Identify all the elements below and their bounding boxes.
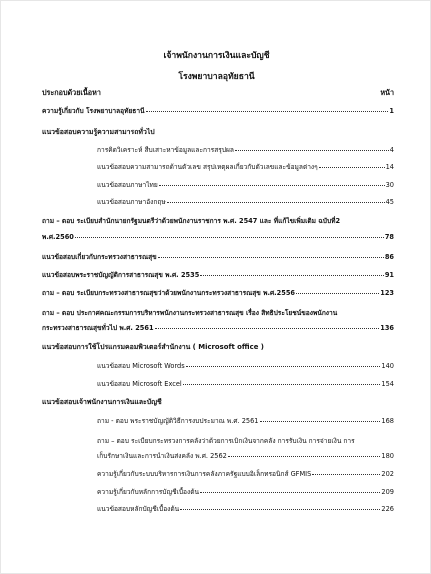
toc-entry[interactable] (97, 362, 394, 370)
toc-header-contents: ประกอบด้วยเนื้อหา (42, 88, 101, 97)
toc-entry[interactable] (42, 107, 394, 115)
toc-leader (146, 111, 389, 112)
toc-entry-text: แนวข้อสอบ Microsoft Words (97, 362, 185, 370)
toc-entry[interactable] (97, 488, 394, 496)
toc-entry-text: แนวข้อสอบความสามารถด้านตัวเลข สรุปเหตุผลเกี่ยวกับตัวเลขและข้อมูลต่างๆ (97, 163, 318, 171)
toc-entry-text: กระทรวงสาธารณสุขทั่วไป พ.ศ. 2561 (42, 324, 154, 332)
toc-entry-page: 168 (381, 417, 394, 425)
toc-leader (167, 202, 385, 203)
toc-entry-page: 30 (385, 181, 394, 189)
toc-entry-text: แนวข้อสอบหลักบัญชีเบื้องต้น (97, 505, 180, 513)
toc-leader (228, 456, 381, 457)
toc-leader (75, 237, 384, 238)
toc-section-heading: แนวข้อสอบการใช้โปรแกรมคอมพิวเตอร์สำนักงาน ( Microsoft office ) (42, 343, 264, 351)
toc-entry-page: 91 (384, 271, 394, 279)
toc-entry-page: 14 (385, 163, 394, 171)
toc-entry[interactable] (97, 163, 394, 171)
toc-leader (159, 185, 385, 186)
toc-entry-text: แนวข้อสอบภาษาไทย (97, 181, 158, 189)
toc-entry-page: 86 (384, 253, 394, 261)
toc-leader (183, 384, 381, 385)
toc-entry-page: 180 (381, 452, 394, 460)
toc-entry-page: 1 (389, 107, 394, 115)
toc-entry-text: ถาม – ตอบ ระเบียบกระทรวงสาธารณสุขว่าด้วยพนักงานกระทรวงสาธารณสุข พ.ศ.2556 (42, 289, 296, 297)
toc-leader (260, 421, 381, 422)
toc-entry-text: เก็บรักษาเงินและการนำเงินส่งคลัง พ.ศ. 2562 (97, 452, 227, 460)
toc-leader (158, 257, 384, 258)
toc-entry-text: ความรู้เกี่ยวกับหลักการบัญชีเบื้องต้น (97, 488, 199, 496)
toc-entry-text: ถาม - ตอบ พระราชบัญญัติวิธีการงบประมาณ พ.ศ. 2561 (97, 417, 259, 425)
toc-entry[interactable] (97, 146, 394, 154)
toc-entry-page: 202 (381, 470, 394, 478)
toc-leader (235, 150, 389, 151)
toc-leader (200, 492, 380, 493)
toc-entry[interactable] (97, 198, 394, 206)
toc-entry-page: 154 (381, 380, 394, 388)
document-subtitle: โรงพยาบาลอุทัยธานี (178, 72, 255, 82)
toc-entry-page: 123 (380, 289, 394, 297)
toc-entry[interactable] (97, 452, 394, 460)
toc-entry[interactable] (42, 324, 394, 332)
toc-entry[interactable] (42, 253, 394, 261)
toc-header (42, 88, 394, 99)
toc-entry-page: 226 (381, 505, 394, 513)
toc-entry-text-line1: ถาม – ตอบ ประกาศคณะกรรมการบริหารพนักงานกระทรวงสาธารณสุข เรื่อง สิทธิประโยชน์ของพนักงาน (42, 309, 338, 317)
toc-leader (155, 328, 380, 329)
toc-entry[interactable] (42, 233, 394, 241)
toc-header-page: หน้า (380, 88, 394, 97)
toc-entry-text-line1: ถาม – ตอบ ระเบียบกระทรวงการคลังว่าด้วยการเบิกเงินจากคลัง การรับเงิน การจ่ายเงิน การ (97, 437, 355, 445)
toc-entry[interactable] (97, 470, 394, 478)
toc-entry-text: แนวข้อสอบ Microsoft Excel (97, 380, 182, 388)
toc-entry-text: พ.ศ.2560 (42, 233, 74, 241)
toc-entry-text: แนวข้อสอบภาษาอังกฤษ (97, 198, 166, 206)
toc-leader (319, 167, 385, 168)
toc-entry-text: ความรู้เกี่ยวกับระบบบริหารการเงินการคลังภาครัฐแบบอิเล็กทรอนิกส์ GFMIS (97, 470, 312, 478)
toc-entry-page: 78 (384, 233, 394, 241)
toc-entry[interactable] (97, 181, 394, 189)
toc-entry-text: แนวข้อสอบเกี่ยวกับกระทรวงสาธารณสุข (42, 253, 157, 261)
toc-entry-text: ความรู้เกี่ยวกับ โรงพยาบาลอุทัยธานี (42, 107, 145, 115)
toc-entry-page: 136 (380, 324, 394, 332)
toc-entry-text: แนวข้อสอบพระราชบัญญัติการสาธารณสุข พ.ศ. 2535 (42, 271, 200, 279)
toc-entry[interactable] (42, 271, 394, 279)
toc-entry-page: 140 (381, 362, 394, 370)
toc-entry-page: 209 (381, 488, 394, 496)
toc-leader (180, 509, 380, 510)
toc-entry-text: การคิดวิเคราะห์ สืบเสาะหาข้อมูลและการสรุปผล (97, 146, 234, 154)
toc-entry-page: 4 (389, 146, 394, 154)
toc-section-heading: แนวข้อสอบความรู้ความสามารถทั่วไป (42, 128, 155, 136)
toc-leader (296, 293, 379, 294)
toc-leader (312, 474, 380, 475)
toc-leader (200, 275, 383, 276)
document-title: เจ้าพนักงานการเงินและบัญชี (163, 51, 270, 61)
toc-entry-page: 45 (385, 198, 394, 206)
toc-entry-text-line1: ถาม – ตอบ ระเบียบสำนักนายกรัฐมนตรีว่าด้วยพนักงานราชการ พ.ศ. 2547 และ ที่แก้ไขเพิ่มเติม ฉบับที่2 (42, 217, 341, 225)
toc-entry[interactable] (97, 417, 394, 425)
toc-entry[interactable] (97, 505, 394, 513)
toc-entry[interactable] (42, 289, 394, 297)
toc-entry[interactable] (97, 380, 394, 388)
toc-leader (186, 366, 381, 367)
toc-section-heading: แนวข้อสอบเจ้าพนักงานการเงินและบัญชี (42, 398, 162, 406)
